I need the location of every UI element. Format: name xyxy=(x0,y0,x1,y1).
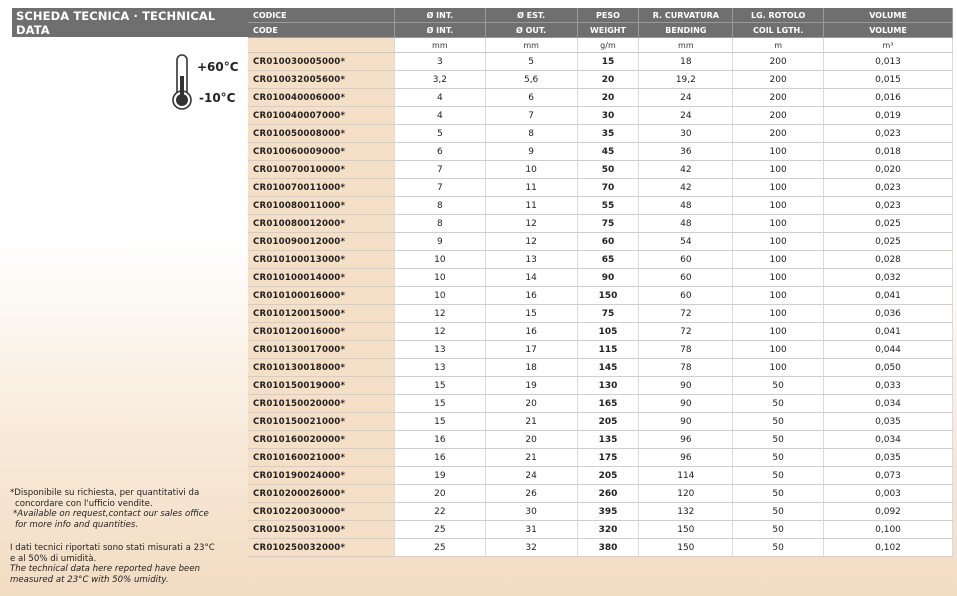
cell-bending: 48 xyxy=(639,197,733,215)
cell-volume: 0,003 xyxy=(824,485,953,503)
cell-code: CR010090012000* xyxy=(248,233,394,251)
cell-volume: 0,023 xyxy=(824,197,953,215)
table-row xyxy=(248,197,953,215)
cell-coil-length: 200 xyxy=(733,107,824,125)
cell-bending: 72 xyxy=(639,305,733,323)
cell-ext-diameter: 6 xyxy=(485,89,577,107)
cell-coil-length: 200 xyxy=(733,125,824,143)
cell-ext-diameter: 10 xyxy=(485,161,577,179)
table-row xyxy=(248,521,953,539)
cell-code: CR010080012000* xyxy=(248,215,394,233)
table-row xyxy=(248,251,953,269)
cell-ext-diameter: 16 xyxy=(485,287,577,305)
unit-int-diameter: mm xyxy=(394,38,485,53)
cell-int-diameter: 12 xyxy=(394,323,485,341)
cell-weight: 380 xyxy=(577,539,639,557)
cell-volume: 0,036 xyxy=(824,305,953,323)
table-row xyxy=(248,305,953,323)
cell-coil-length: 100 xyxy=(733,341,824,359)
cell-volume: 0,025 xyxy=(824,215,953,233)
cell-ext-diameter: 31 xyxy=(485,521,577,539)
header-bending-en: BENDING xyxy=(639,23,733,38)
cell-code: CR010250031000* xyxy=(248,521,394,539)
cell-volume: 0,019 xyxy=(824,107,953,125)
cell-volume: 0,050 xyxy=(824,359,953,377)
cell-coil-length: 100 xyxy=(733,161,824,179)
cell-volume: 0,041 xyxy=(824,323,953,341)
cell-bending: 42 xyxy=(639,179,733,197)
cell-coil-length: 100 xyxy=(733,359,824,377)
cell-coil-length: 100 xyxy=(733,179,824,197)
cell-bending: 72 xyxy=(639,323,733,341)
cell-int-diameter: 25 xyxy=(394,521,485,539)
cell-weight: 260 xyxy=(577,485,639,503)
table-row xyxy=(248,89,953,107)
cell-coil-length: 50 xyxy=(733,449,824,467)
cell-ext-diameter: 24 xyxy=(485,467,577,485)
note-availability-it-2: concordare con l'ufficio vendite. xyxy=(15,498,153,509)
cell-ext-diameter: 11 xyxy=(485,197,577,215)
table-row xyxy=(248,413,953,431)
cell-int-diameter: 10 xyxy=(394,251,485,269)
table-row xyxy=(248,287,953,305)
cell-int-diameter: 12 xyxy=(394,305,485,323)
table-row xyxy=(248,125,953,143)
cell-ext-diameter: 13 xyxy=(485,251,577,269)
cell-int-diameter: 10 xyxy=(394,269,485,287)
cell-weight: 75 xyxy=(577,305,639,323)
availability-note xyxy=(10,488,209,530)
cell-code: CR010160021000* xyxy=(248,449,394,467)
cell-volume: 0,028 xyxy=(824,251,953,269)
cell-volume: 0,034 xyxy=(824,431,953,449)
cell-coil-length: 200 xyxy=(733,53,824,71)
cell-ext-diameter: 7 xyxy=(485,107,577,125)
cell-bending: 30 xyxy=(639,125,733,143)
cell-code: CR010040006000* xyxy=(248,89,394,107)
cell-bending: 90 xyxy=(639,395,733,413)
cell-coil-length: 100 xyxy=(733,287,824,305)
header-row-it xyxy=(248,8,953,23)
units-row xyxy=(248,38,953,53)
cell-volume: 0,018 xyxy=(824,143,953,161)
cell-ext-diameter: 16 xyxy=(485,323,577,341)
cell-ext-diameter: 8 xyxy=(485,125,577,143)
cell-coil-length: 100 xyxy=(733,143,824,161)
cell-int-diameter: 4 xyxy=(394,107,485,125)
cell-volume: 0,025 xyxy=(824,233,953,251)
table-row xyxy=(248,269,953,287)
cell-bending: 24 xyxy=(639,107,733,125)
cell-bending: 36 xyxy=(639,143,733,161)
cell-coil-length: 50 xyxy=(733,431,824,449)
cell-bending: 19,2 xyxy=(639,71,733,89)
note-measure-en-1: The technical data here reported have been xyxy=(10,564,201,575)
technical-data-table xyxy=(248,8,953,557)
cell-code: CR010120016000* xyxy=(248,323,394,341)
cell-weight: 70 xyxy=(577,179,639,197)
cell-volume: 0,102 xyxy=(824,539,953,557)
cell-weight: 175 xyxy=(577,449,639,467)
cell-bending: 42 xyxy=(639,161,733,179)
cell-code: CR010220030000* xyxy=(248,503,394,521)
cell-coil-length: 100 xyxy=(733,323,824,341)
cell-int-diameter: 3,2 xyxy=(394,71,485,89)
unit-ext-diameter: mm xyxy=(485,38,577,53)
table-row xyxy=(248,233,953,251)
cell-int-diameter: 16 xyxy=(394,449,485,467)
cell-coil-length: 200 xyxy=(733,89,824,107)
unit-coil-length: m xyxy=(733,38,824,53)
cell-volume: 0,015 xyxy=(824,71,953,89)
cell-bending: 24 xyxy=(639,89,733,107)
cell-weight: 205 xyxy=(577,413,639,431)
cell-weight: 130 xyxy=(577,377,639,395)
cell-volume: 0,032 xyxy=(824,269,953,287)
cell-code: CR010070010000* xyxy=(248,161,394,179)
header-volume-en: VOLUME xyxy=(824,23,953,38)
cell-ext-diameter: 12 xyxy=(485,233,577,251)
table-row xyxy=(248,395,953,413)
cell-code: CR010100014000* xyxy=(248,269,394,287)
cell-volume: 0,023 xyxy=(824,125,953,143)
header-ext-diameter-en: Ø OUT. xyxy=(485,23,577,38)
cell-code: CR010160020000* xyxy=(248,431,394,449)
cell-int-diameter: 16 xyxy=(394,431,485,449)
cell-code: CR010200026000* xyxy=(248,485,394,503)
cell-coil-length: 50 xyxy=(733,521,824,539)
cell-volume: 0,013 xyxy=(824,53,953,71)
cell-ext-diameter: 5 xyxy=(485,53,577,71)
table-row xyxy=(248,71,953,89)
cell-volume: 0,044 xyxy=(824,341,953,359)
cell-volume: 0,100 xyxy=(824,521,953,539)
cell-code: CR010100016000* xyxy=(248,287,394,305)
cell-int-diameter: 25 xyxy=(394,539,485,557)
cell-weight: 65 xyxy=(577,251,639,269)
cell-bending: 132 xyxy=(639,503,733,521)
cell-coil-length: 100 xyxy=(733,251,824,269)
cell-int-diameter: 19 xyxy=(394,467,485,485)
unit-weight: g/m xyxy=(577,38,639,53)
thermometer-icon xyxy=(170,54,194,112)
cell-volume: 0,035 xyxy=(824,413,953,431)
cell-weight: 75 xyxy=(577,215,639,233)
table-row xyxy=(248,377,953,395)
cell-int-diameter: 6 xyxy=(394,143,485,161)
cell-code: CR010040007000* xyxy=(248,107,394,125)
cell-bending: 90 xyxy=(639,413,733,431)
header-row-en xyxy=(248,23,953,38)
cell-bending: 18 xyxy=(639,53,733,71)
table-row xyxy=(248,341,953,359)
unit-code xyxy=(248,38,394,53)
cell-ext-diameter: 15 xyxy=(485,305,577,323)
cell-ext-diameter: 5,6 xyxy=(485,71,577,89)
header-ext-diameter-it: Ø EST. xyxy=(485,8,577,23)
cell-ext-diameter: 19 xyxy=(485,377,577,395)
cell-code: CR010130017000* xyxy=(248,341,394,359)
cell-bending: 114 xyxy=(639,467,733,485)
cell-coil-length: 200 xyxy=(733,71,824,89)
header-weight-en: WEIGHT xyxy=(577,23,639,38)
header-int-diameter-en: Ø INT. xyxy=(394,23,485,38)
cell-weight: 115 xyxy=(577,341,639,359)
cell-ext-diameter: 12 xyxy=(485,215,577,233)
cell-code: CR010050008000* xyxy=(248,125,394,143)
table-row xyxy=(248,179,953,197)
cell-coil-length: 50 xyxy=(733,377,824,395)
cell-volume: 0,016 xyxy=(824,89,953,107)
cell-int-diameter: 10 xyxy=(394,287,485,305)
cell-int-diameter: 8 xyxy=(394,215,485,233)
table-row xyxy=(248,431,953,449)
cell-bending: 54 xyxy=(639,233,733,251)
cell-volume: 0,041 xyxy=(824,287,953,305)
cell-coil-length: 100 xyxy=(733,197,824,215)
cell-weight: 55 xyxy=(577,197,639,215)
cell-weight: 395 xyxy=(577,503,639,521)
unit-bending: mm xyxy=(639,38,733,53)
cell-int-diameter: 20 xyxy=(394,485,485,503)
cell-int-diameter: 15 xyxy=(394,413,485,431)
cell-code: CR010032005600* xyxy=(248,71,394,89)
table-row xyxy=(248,359,953,377)
cell-int-diameter: 9 xyxy=(394,233,485,251)
cell-bending: 78 xyxy=(639,341,733,359)
cell-code: CR010120015000* xyxy=(248,305,394,323)
cell-volume: 0,033 xyxy=(824,377,953,395)
min-temperature: -10°C xyxy=(199,91,236,105)
cell-code: CR010150019000* xyxy=(248,377,394,395)
header-code-it: CODICE xyxy=(248,8,394,23)
cell-weight: 205 xyxy=(577,467,639,485)
cell-coil-length: 100 xyxy=(733,305,824,323)
header-weight-it: PESO xyxy=(577,8,639,23)
table-row xyxy=(248,323,953,341)
note-availability-en-1: *Available on request,contact our sales office xyxy=(13,509,209,520)
cell-volume: 0,020 xyxy=(824,161,953,179)
cell-ext-diameter: 9 xyxy=(485,143,577,161)
cell-coil-length: 50 xyxy=(733,413,824,431)
cell-int-diameter: 7 xyxy=(394,179,485,197)
cell-code: CR010070011000* xyxy=(248,179,394,197)
cell-code: CR010150021000* xyxy=(248,413,394,431)
table-row xyxy=(248,503,953,521)
cell-code: CR010190024000* xyxy=(248,467,394,485)
cell-ext-diameter: 18 xyxy=(485,359,577,377)
note-measure-it-1: I dati tecnici riportati sono stati misurati a 23°C xyxy=(10,543,215,553)
cell-ext-diameter: 20 xyxy=(485,395,577,413)
cell-weight: 90 xyxy=(577,269,639,287)
table-row xyxy=(248,215,953,233)
note-measure-it-2: e al 50% di umidità. xyxy=(10,553,97,564)
cell-int-diameter: 8 xyxy=(394,197,485,215)
cell-weight: 150 xyxy=(577,287,639,305)
cell-code: CR010130018000* xyxy=(248,359,394,377)
cell-code: CR010100013000* xyxy=(248,251,394,269)
cell-int-diameter: 22 xyxy=(394,503,485,521)
cell-weight: 105 xyxy=(577,323,639,341)
cell-weight: 45 xyxy=(577,143,639,161)
cell-bending: 60 xyxy=(639,287,733,305)
cell-bending: 150 xyxy=(639,539,733,557)
cell-coil-length: 50 xyxy=(733,467,824,485)
table-row xyxy=(248,53,953,71)
unit-volume: m³ xyxy=(824,38,953,53)
cell-bending: 60 xyxy=(639,269,733,287)
table-row xyxy=(248,467,953,485)
note-availability-en-2: for more info and quantities. xyxy=(15,519,139,530)
cell-ext-diameter: 32 xyxy=(485,539,577,557)
cell-volume: 0,035 xyxy=(824,449,953,467)
cell-bending: 90 xyxy=(639,377,733,395)
header-coil-length-it: LG. ROTOLO xyxy=(733,8,824,23)
cell-weight: 15 xyxy=(577,53,639,71)
cell-volume: 0,073 xyxy=(824,467,953,485)
cell-ext-diameter: 11 xyxy=(485,179,577,197)
table-row xyxy=(248,161,953,179)
note-measure-en-2: measured at 23°C with 50% umidity. xyxy=(10,574,169,585)
cell-volume: 0,092 xyxy=(824,503,953,521)
cell-weight: 165 xyxy=(577,395,639,413)
cell-ext-diameter: 20 xyxy=(485,431,577,449)
cell-coil-length: 50 xyxy=(733,539,824,557)
table-row xyxy=(248,485,953,503)
cell-ext-diameter: 14 xyxy=(485,269,577,287)
cell-bending: 96 xyxy=(639,431,733,449)
header-volume-it: VOLUME xyxy=(824,8,953,23)
cell-code: CR010250032000* xyxy=(248,539,394,557)
note-availability-it-1: *Disponibile su richiesta, per quantitativi da xyxy=(10,488,200,498)
cell-int-diameter: 3 xyxy=(394,53,485,71)
cell-ext-diameter: 21 xyxy=(485,449,577,467)
table-row xyxy=(248,143,953,161)
table-row xyxy=(248,107,953,125)
cell-bending: 150 xyxy=(639,521,733,539)
cell-weight: 135 xyxy=(577,431,639,449)
header-coil-length-en: COIL LGTH. xyxy=(733,23,824,38)
cell-weight: 30 xyxy=(577,107,639,125)
header-int-diameter-it: Ø INT. xyxy=(394,8,485,23)
cell-int-diameter: 13 xyxy=(394,341,485,359)
cell-code: CR010030005000* xyxy=(248,53,394,71)
cell-weight: 60 xyxy=(577,233,639,251)
cell-bending: 96 xyxy=(639,449,733,467)
cell-ext-diameter: 17 xyxy=(485,341,577,359)
max-temperature: +60°C xyxy=(197,60,239,74)
cell-bending: 78 xyxy=(639,359,733,377)
cell-coil-length: 50 xyxy=(733,395,824,413)
cell-bending: 48 xyxy=(639,215,733,233)
cell-int-diameter: 15 xyxy=(394,395,485,413)
cell-coil-length: 100 xyxy=(733,269,824,287)
cell-weight: 35 xyxy=(577,125,639,143)
cell-weight: 20 xyxy=(577,89,639,107)
cell-bending: 60 xyxy=(639,251,733,269)
measurement-note xyxy=(10,543,215,585)
header-code-en: CODE xyxy=(248,23,394,38)
cell-int-diameter: 13 xyxy=(394,359,485,377)
cell-volume: 0,034 xyxy=(824,395,953,413)
cell-weight: 50 xyxy=(577,161,639,179)
cell-int-diameter: 5 xyxy=(394,125,485,143)
cell-code: CR010150020000* xyxy=(248,395,394,413)
cell-volume: 0,023 xyxy=(824,179,953,197)
cell-int-diameter: 4 xyxy=(394,89,485,107)
cell-weight: 145 xyxy=(577,359,639,377)
cell-weight: 20 xyxy=(577,71,639,89)
cell-bending: 120 xyxy=(639,485,733,503)
page-title: SCHEDA TECNICA · TECHNICAL DATA xyxy=(12,8,248,37)
cell-coil-length: 50 xyxy=(733,503,824,521)
cell-coil-length: 100 xyxy=(733,215,824,233)
table-row xyxy=(248,449,953,467)
cell-int-diameter: 7 xyxy=(394,161,485,179)
header-bending-it: R. CURVATURA xyxy=(639,8,733,23)
cell-int-diameter: 15 xyxy=(394,377,485,395)
cell-ext-diameter: 30 xyxy=(485,503,577,521)
cell-weight: 320 xyxy=(577,521,639,539)
cell-coil-length: 100 xyxy=(733,233,824,251)
cell-ext-diameter: 21 xyxy=(485,413,577,431)
cell-ext-diameter: 26 xyxy=(485,485,577,503)
cell-coil-length: 50 xyxy=(733,485,824,503)
cell-code: CR010080011000* xyxy=(248,197,394,215)
table-row xyxy=(248,539,953,557)
cell-code: CR010060009000* xyxy=(248,143,394,161)
